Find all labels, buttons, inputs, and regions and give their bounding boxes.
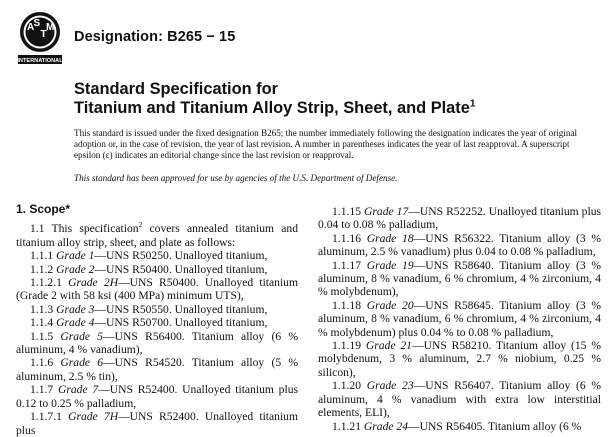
svg-text:T: T bbox=[40, 29, 47, 40]
svg-text:A: A bbox=[27, 22, 35, 33]
list-item: 1.1.6 Grade 6—UNS R54520. Titanium alloy (5 % aluminum, 2.5 % tin), bbox=[16, 356, 298, 383]
grade-label: Grade 18 bbox=[366, 231, 414, 245]
grade-label: Grade 6 bbox=[60, 356, 104, 370]
grade-label: Grade 7H bbox=[68, 410, 119, 424]
list-item: 1.1.5 Grade 5—UNS R56400. Titanium alloy (6 % aluminum, 4 % vanadium), bbox=[16, 329, 298, 357]
astm-logo bbox=[18, 10, 62, 66]
grade-label: Grade 3 bbox=[56, 302, 95, 316]
list-item: 1.1.15 Grade 17—UNS R52252. Unalloyed titanium plus 0.04 to 0.08 % palladium, bbox=[318, 205, 602, 232]
grade-label: Grade 19 bbox=[366, 258, 414, 272]
list-item: 1.1.1 Grade 1—UNS R50250. Unalloyed titanium, bbox=[30, 249, 268, 263]
right-column bbox=[318, 205, 601, 433]
svg-text:INTERNATIONAL: INTERNATIONAL bbox=[17, 58, 63, 64]
grade-label: Grade 2 bbox=[56, 262, 95, 276]
grade-label: Grade 23 bbox=[366, 379, 414, 393]
grade-label: Grade 7 bbox=[57, 383, 99, 397]
list-item: 1.1.19 Grade 21—UNS R58210. Titanium alloy (15 % molybdenum, 3 % aluminum, 2.7 % niobium, 0.25 % silicon), bbox=[318, 339, 601, 379]
grade-label: Grade 2H bbox=[68, 276, 119, 290]
left-column bbox=[16, 204, 298, 437]
list-item: 1.1.17 Grade 19—UNS R58640. Titanium alloy (3 % aluminum, 8 % vanadium, 6 % chromium, 4 % zirconium, 4 % molybdenum), bbox=[318, 258, 601, 299]
list-item: 1.1.3 Grade 3—UNS R50550. Unalloyed titanium, bbox=[30, 302, 268, 316]
grade-label: Grade 5 bbox=[60, 329, 104, 343]
dod-approval-note: This standard has been approved for use by agencies of the U.S. Department of Defense. bbox=[74, 173, 398, 183]
issuance-notice: This standard is issued under the fixed designation B265; the number immediately following the designation indicates the year of original adoption or, in the case of revision, the year of last revision. A number in parentheses indicates the year of last reapproval. A superscript epsilon (ε) indicates an editorial change since the last revision or reapproval. bbox=[74, 128, 578, 161]
paragraph-1-1: 1.1 This specification$^2$ covers annealed titanium and titanium alloy strip, sheet, and plate as follows: bbox=[16, 220, 298, 249]
grade-label: Grade 24 bbox=[363, 419, 409, 433]
list-item: 1.1.21 Grade 24—UNS R56405. Titanium alloy (6 % bbox=[332, 419, 582, 433]
list-item: 1.1.2 Grade 2—UNS R50400. Unalloyed titanium, bbox=[30, 262, 268, 276]
list-item: 1.1.4 Grade 4—UNS R50700. Unalloyed titanium, bbox=[30, 316, 268, 330]
list-item: 1.1.7.1 Grade 7H—UNS R52400. Unalloyed titanium plus bbox=[16, 410, 298, 437]
list-item: 1.1.2.1 Grade 2H—UNS R50400. Unalloyed titanium (Grade 2 with 58 ksi (400 MPa) minimum UTS), bbox=[16, 276, 298, 303]
title-line-2 bbox=[74, 99, 594, 118]
svg-text:M: M bbox=[46, 22, 55, 33]
left-item-list bbox=[16, 249, 298, 437]
grade-label: Grade 1 bbox=[56, 249, 95, 263]
grade-label: Grade 4 bbox=[56, 316, 95, 330]
list-item: 1.1.20 Grade 23—UNS R56407. Titanium alloy (6 % aluminum, 4 % vanadium with extra low interstitial elements, ELI), bbox=[318, 379, 601, 420]
designation: Designation: B265 − 15 bbox=[74, 29, 236, 45]
grade-label: Grade 17 bbox=[364, 205, 409, 218]
list-item: 1.1.18 Grade 20—UNS R58645. Titanium alloy (3 % aluminum, 8 % vanadium, 6 % chromium, 4 % zirconium, 4 % molybdenum) plus 0.04 % to 0.08 % palladium, bbox=[318, 298, 601, 339]
right-item-list bbox=[318, 205, 601, 433]
document-title bbox=[74, 80, 594, 118]
title-main: Titanium and Titanium Alloy Strip, Sheet, and Plate bbox=[74, 99, 470, 117]
svg-text:S: S bbox=[33, 18, 41, 29]
list-item: 1.1.7 Grade 7—UNS R52400. Unalloyed titanium plus 0.12 to 0.25 % palladium, bbox=[16, 383, 299, 410]
title-line-1: Standard Specification for bbox=[74, 80, 279, 98]
grade-label: Grade 20 bbox=[366, 298, 414, 312]
grade-label: Grade 21 bbox=[365, 339, 412, 353]
scope-heading: 1. Scope* bbox=[16, 202, 71, 216]
title-footnote-mark: 1 bbox=[469, 98, 476, 110]
footnote-ref: 2 bbox=[138, 220, 143, 230]
list-item: 1.1.16 Grade 18—UNS R56322. Titanium alloy (3 % aluminum, 2.5 % vanadium) plus 0.04 to 0.08 % palladium, bbox=[318, 231, 601, 259]
